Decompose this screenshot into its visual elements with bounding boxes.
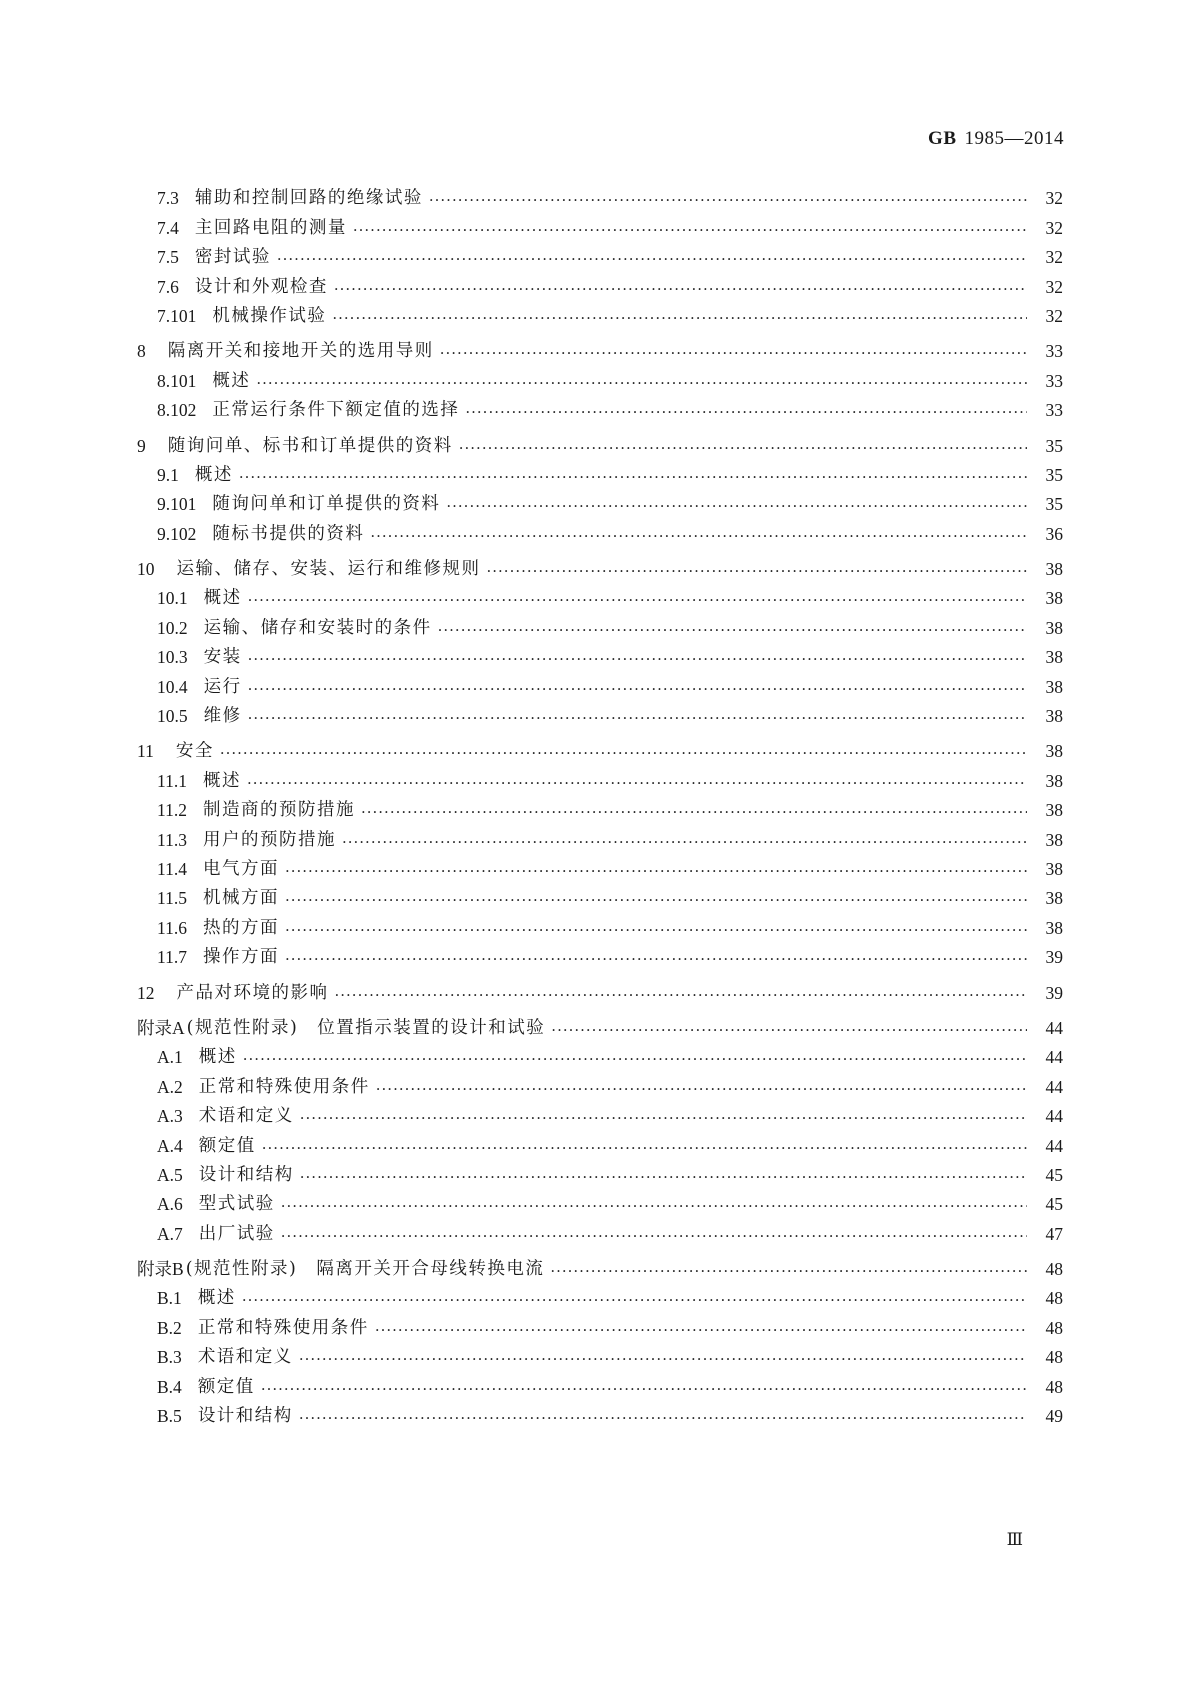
toc-entry-title: 机械操作试验 — [212, 305, 327, 326]
toc-entry-page: 38 — [1045, 829, 1063, 850]
toc-entry-number: 10.4 — [157, 676, 188, 697]
toc-dot-leader — [247, 774, 1027, 792]
toc-entry-number: A.7 — [157, 1223, 183, 1244]
toc-entry-number: 12 — [137, 982, 155, 1003]
toc-entry-number: 10.3 — [157, 647, 188, 668]
toc-entry-title: 运输、储存、安装、运行和维修规则 — [176, 559, 481, 580]
toc-entry-page: 38 — [1045, 741, 1063, 762]
toc-dot-leader — [438, 621, 1027, 639]
toc-entry — [137, 851, 1063, 880]
toc-entry-page: 35 — [1045, 435, 1063, 456]
toc-dot-leader — [256, 374, 1027, 392]
toc-entry — [137, 580, 1063, 609]
toc-dot-leader — [465, 403, 1027, 421]
toc-entry-title: 运输、储存和安装时的条件 — [203, 617, 432, 638]
toc-entry — [137, 1098, 1063, 1127]
toc-entry-page: 36 — [1045, 523, 1063, 544]
toc-entry-number: 10.1 — [157, 588, 188, 609]
toc-entry — [137, 1004, 1063, 1039]
toc-entry-number: A.4 — [157, 1135, 183, 1156]
toc-entry-number: 10.2 — [157, 617, 188, 638]
toc-entry — [137, 1368, 1063, 1397]
toc-dot-leader — [370, 527, 1027, 545]
toc-entry-number: 9 — [137, 435, 146, 456]
toc-entry-title: 概述 — [198, 1047, 237, 1068]
toc-entry-number: A.5 — [157, 1164, 183, 1185]
toc-entry — [137, 457, 1063, 486]
toc-dot-leader — [300, 1109, 1027, 1127]
standard-code — [928, 128, 1064, 150]
toc-entry-page: 38 — [1045, 888, 1063, 909]
toc-dot-leader — [353, 221, 1027, 239]
toc-entry-number: A.6 — [157, 1194, 183, 1215]
toc-entry — [137, 727, 1063, 762]
toc-dot-leader — [285, 921, 1027, 939]
toc-entry-title: 型式试验 — [198, 1194, 275, 1215]
toc-entry-title: 用户的预防措施 — [202, 829, 336, 850]
toc-entry-title: 额定值 — [198, 1135, 256, 1156]
toc-entry-number: B.5 — [157, 1406, 182, 1427]
toc-entry-page: 39 — [1045, 947, 1063, 968]
toc-entry — [137, 968, 1063, 1003]
toc-entry-page: 38 — [1045, 800, 1063, 821]
toc-entry — [137, 421, 1063, 456]
toc-entry-page: 35 — [1045, 464, 1063, 485]
toc-entry — [137, 1398, 1063, 1427]
toc-entry-number: A.3 — [157, 1106, 183, 1127]
toc-entry — [137, 486, 1063, 515]
toc-entry — [137, 1127, 1063, 1156]
toc-entry-number: 11.1 — [157, 770, 187, 791]
toc-dot-leader — [487, 562, 1028, 580]
toc-dot-leader — [446, 497, 1027, 515]
toc-entry — [137, 609, 1063, 638]
toc-entry-number: 7.101 — [157, 305, 197, 326]
toc-entry — [137, 268, 1063, 297]
toc-dot-leader — [299, 1350, 1027, 1368]
toc-entry-number: 11.4 — [157, 858, 187, 879]
toc-entry-number: B.2 — [157, 1317, 182, 1338]
standard-prefix: GB — [928, 128, 957, 149]
toc-entry-number: 7.4 — [157, 217, 179, 238]
toc-entry-page: 32 — [1045, 247, 1063, 268]
toc-entry — [137, 327, 1063, 362]
toc-entry — [137, 698, 1063, 727]
toc-entry-number: B.4 — [157, 1376, 182, 1397]
toc-entry-title: 正常运行条件下额定值的选择 — [212, 400, 460, 421]
toc-entry-title: 正常和特殊使用条件 — [198, 1076, 370, 1097]
toc-dot-leader — [332, 309, 1027, 327]
toc-entry-page: 48 — [1045, 1317, 1063, 1338]
toc-entry-page: 39 — [1045, 982, 1063, 1003]
toc-entry-page: 44 — [1045, 1076, 1063, 1097]
toc-entry-number: 11.5 — [157, 888, 187, 909]
toc-entry-page: 32 — [1045, 305, 1063, 326]
toc-dot-leader — [242, 1291, 1027, 1309]
toc-entry — [137, 545, 1063, 580]
toc-entry-title: 产品对环境的影响 — [176, 982, 329, 1003]
toc-entry — [137, 880, 1063, 909]
table-of-contents — [137, 180, 1063, 1427]
toc-entry-number: 11.2 — [157, 800, 187, 821]
toc-dot-leader — [281, 1197, 1027, 1215]
toc-entry — [137, 1068, 1063, 1097]
toc-entry-title: 随标书提供的资料 — [212, 523, 365, 544]
toc-entry — [137, 909, 1063, 938]
toc-entry-page: 47 — [1045, 1223, 1063, 1244]
toc-entry-page: 33 — [1045, 370, 1063, 391]
toc-entry — [137, 792, 1063, 821]
toc-entry-number: 8.102 — [157, 400, 197, 421]
toc-dot-leader — [361, 803, 1027, 821]
toc-dot-leader — [550, 1262, 1027, 1280]
toc-entry-number: B.1 — [157, 1288, 182, 1309]
toc-dot-leader — [376, 1080, 1027, 1098]
toc-entry-page: 48 — [1045, 1376, 1063, 1397]
toc-dot-leader — [277, 250, 1027, 268]
toc-entry-page: 38 — [1045, 647, 1063, 668]
toc-entry-number: 8.101 — [157, 370, 197, 391]
toc-entry-title: 维修 — [203, 706, 242, 727]
toc-dot-leader — [342, 833, 1027, 851]
toc-entry-number: 附录B — [137, 1259, 184, 1280]
toc-dot-leader — [281, 1227, 1027, 1245]
toc-entry-title: 机械方面 — [202, 888, 279, 909]
toc-entry-page: 38 — [1045, 917, 1063, 938]
toc-entry-title: 概述 — [202, 770, 241, 791]
toc-entry-number: 7.3 — [157, 188, 179, 209]
toc-entry — [137, 1186, 1063, 1215]
toc-entry-title: 概述 — [203, 588, 242, 609]
toc-entry-number: 11.7 — [157, 947, 187, 968]
toc-entry-page: 48 — [1045, 1259, 1063, 1280]
toc-dot-leader — [285, 862, 1027, 880]
toc-entry-title: 运行 — [203, 676, 242, 697]
toc-dot-leader — [285, 950, 1027, 968]
toc-entry-page: 38 — [1045, 676, 1063, 697]
toc-entry-title: 辅助和控制回路的绝缘试验 — [194, 188, 423, 209]
toc-entry-page: 44 — [1045, 1017, 1063, 1038]
toc-dot-leader — [243, 1050, 1027, 1068]
toc-entry-page: 35 — [1045, 494, 1063, 515]
toc-entry-title: 概述 — [194, 464, 233, 485]
toc-dot-leader — [551, 1021, 1027, 1039]
standard-number: 1985—2014 — [964, 128, 1064, 149]
toc-entry-page: 38 — [1045, 588, 1063, 609]
toc-entry-page: 38 — [1045, 858, 1063, 879]
toc-entry — [137, 362, 1063, 391]
toc-entry-page: 32 — [1045, 188, 1063, 209]
toc-entry-title: 术语和定义 — [197, 1347, 293, 1368]
toc-entry-title: 术语和定义 — [198, 1106, 294, 1127]
toc-dot-leader — [248, 709, 1027, 727]
toc-dot-leader — [375, 1321, 1027, 1339]
toc-entry-number: 9.1 — [157, 464, 179, 485]
toc-entry-page: 32 — [1045, 217, 1063, 238]
toc-entry-number: 11.6 — [157, 917, 187, 938]
toc-dot-leader — [334, 280, 1027, 298]
toc-entry-title: 制造商的预防措施 — [202, 800, 355, 821]
toc-entry-number: 9.102 — [157, 523, 197, 544]
toc-entry-page: 33 — [1045, 400, 1063, 421]
toc-entry-title: 正常和特殊使用条件 — [197, 1317, 369, 1338]
toc-entry-title: 密封试验 — [194, 247, 271, 268]
toc-entry-number: 11.3 — [157, 829, 187, 850]
toc-entry-number: A.2 — [157, 1076, 183, 1097]
toc-entry — [137, 239, 1063, 268]
toc-entry-title: 设计和外观检查 — [194, 276, 328, 297]
toc-entry-title: 随询问单和订单提供的资料 — [212, 494, 441, 515]
toc-entry — [137, 209, 1063, 238]
page-folio: Ⅲ — [1006, 1530, 1023, 1549]
toc-entry-title: 主回路电阻的测量 — [194, 217, 347, 238]
toc-dot-leader — [429, 191, 1027, 209]
toc-entry — [137, 1157, 1063, 1186]
toc-entry-title: 电气方面 — [202, 858, 279, 879]
toc-dot-leader — [248, 591, 1027, 609]
toc-entry-title: 出厂试验 — [198, 1223, 275, 1244]
toc-entry-number: 8 — [137, 341, 146, 362]
toc-entry-number: 7.6 — [157, 276, 179, 297]
toc-dot-leader — [239, 468, 1027, 486]
toc-entry-number: B.3 — [157, 1347, 182, 1368]
toc-entry-title: 隔离开关和接地开关的选用导则 — [167, 341, 434, 362]
toc-entry-title: 设计和结构 — [198, 1164, 294, 1185]
toc-dot-leader — [459, 439, 1027, 457]
toc-entry-number: 9.101 — [157, 494, 197, 515]
toc-entry — [137, 1215, 1063, 1244]
toc-entry — [137, 515, 1063, 544]
toc-dot-leader — [262, 1139, 1027, 1157]
toc-entry — [137, 1280, 1063, 1309]
toc-entry — [137, 180, 1063, 209]
toc-entry-page: 49 — [1045, 1406, 1063, 1427]
toc-dot-leader — [299, 1409, 1027, 1427]
toc-entry — [137, 821, 1063, 850]
toc-entry-title: 随询问单、标书和订单提供的资料 — [167, 435, 453, 456]
toc-entry — [137, 1039, 1063, 1068]
toc-entry — [137, 1309, 1063, 1338]
toc-entry-page: 38 — [1045, 617, 1063, 638]
toc-entry-title: 设计和结构 — [197, 1406, 293, 1427]
toc-entry — [137, 1245, 1063, 1280]
toc-dot-leader — [300, 1168, 1027, 1186]
toc-entry-title: 安全 — [175, 741, 214, 762]
toc-dot-leader — [335, 986, 1028, 1004]
toc-entry — [137, 392, 1063, 421]
toc-entry-title: 额定值 — [197, 1376, 255, 1397]
toc-entry — [137, 668, 1063, 697]
toc-entry-page: 44 — [1045, 1047, 1063, 1068]
toc-dot-leader — [248, 680, 1027, 698]
toc-entry-page: 38 — [1045, 770, 1063, 791]
toc-entry-page: 48 — [1045, 1347, 1063, 1368]
toc-entry-title: 概述 — [197, 1288, 236, 1309]
toc-entry — [137, 762, 1063, 791]
toc-entry-page: 38 — [1045, 559, 1063, 580]
toc-entry-title: 操作方面 — [202, 947, 279, 968]
toc-entry-title: 概述 — [212, 370, 251, 391]
toc-dot-leader — [285, 891, 1027, 909]
toc-entry-number: 10 — [137, 559, 155, 580]
toc-entry-page: 32 — [1045, 276, 1063, 297]
toc-entry-number: 附录A — [137, 1017, 185, 1038]
toc-dot-leader — [248, 650, 1027, 668]
toc-entry-number: 11 — [137, 741, 154, 762]
toc-entry-page: 44 — [1045, 1106, 1063, 1127]
toc-entry — [137, 1339, 1063, 1368]
toc-dot-leader — [261, 1380, 1027, 1398]
toc-entry-page: 45 — [1045, 1164, 1063, 1185]
toc-entry-page: 38 — [1045, 706, 1063, 727]
toc-dot-leader — [440, 344, 1027, 362]
toc-entry-title: 热的方面 — [202, 917, 279, 938]
toc-dot-leader — [220, 744, 1027, 762]
toc-entry-page: 44 — [1045, 1135, 1063, 1156]
toc-entry-title: (规范性附录) 位置指示装置的设计和试验 — [186, 1017, 546, 1038]
toc-entry-number: 10.5 — [157, 706, 188, 727]
toc-entry-page: 45 — [1045, 1194, 1063, 1215]
toc-entry-page: 33 — [1045, 341, 1063, 362]
toc-entry-title: (规范性附录) 隔离开关开合母线转换电流 — [185, 1259, 545, 1280]
toc-entry-number: 7.5 — [157, 247, 179, 268]
toc-entry — [137, 939, 1063, 968]
toc-entry-title: 安装 — [203, 647, 242, 668]
toc-entry — [137, 298, 1063, 327]
toc-entry — [137, 639, 1063, 668]
toc-entry-page: 48 — [1045, 1288, 1063, 1309]
toc-entry-number: A.1 — [157, 1047, 183, 1068]
